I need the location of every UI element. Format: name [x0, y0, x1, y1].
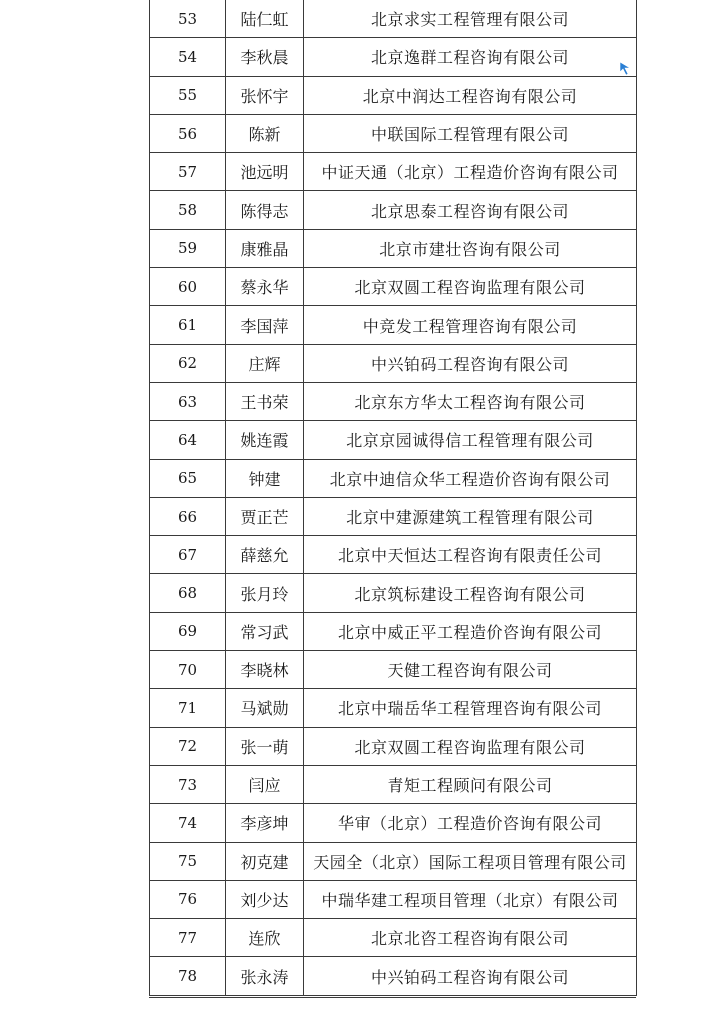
table-row [150, 191, 637, 229]
row-number: 66 [150, 497, 226, 535]
person-name: 李国萍 [226, 306, 304, 344]
table-row [150, 574, 637, 612]
company-name: 北京中润达工程咨询有限公司 [304, 76, 637, 114]
person-name: 陆仁虹 [226, 0, 304, 38]
person-name: 张一萌 [226, 727, 304, 765]
table-row [150, 344, 637, 382]
company-name: 北京双圆工程咨询监理有限公司 [304, 727, 637, 765]
person-name: 张月玲 [226, 574, 304, 612]
table-row [150, 114, 637, 152]
company-name: 北京中天恒达工程咨询有限责任公司 [304, 536, 637, 574]
person-name: 初克建 [226, 842, 304, 880]
company-name: 中兴铂码工程咨询有限公司 [304, 344, 637, 382]
row-number: 71 [150, 689, 226, 727]
row-number: 68 [150, 574, 226, 612]
row-number: 65 [150, 459, 226, 497]
company-name: 北京中建源建筑工程管理有限公司 [304, 497, 637, 535]
table-row [150, 536, 637, 574]
person-name: 池远明 [226, 153, 304, 191]
company-name: 中兴铂码工程咨询有限公司 [304, 957, 637, 995]
table-row [150, 382, 637, 420]
person-name: 薛慈允 [226, 536, 304, 574]
person-name: 王书荣 [226, 382, 304, 420]
table-row [150, 651, 637, 689]
person-name: 连欣 [226, 919, 304, 957]
company-name: 北京市建壮咨询有限公司 [304, 229, 637, 267]
person-name: 陈新 [226, 114, 304, 152]
person-name: 张怀宇 [226, 76, 304, 114]
company-name: 天健工程咨询有限公司 [304, 651, 637, 689]
company-name: 北京思泰工程咨询有限公司 [304, 191, 637, 229]
row-number: 78 [150, 957, 226, 995]
row-number: 76 [150, 880, 226, 918]
table-row [150, 268, 637, 306]
row-number: 67 [150, 536, 226, 574]
roster-table-body [150, 0, 637, 995]
person-name: 李晓林 [226, 651, 304, 689]
table-row [150, 919, 637, 957]
person-name: 蔡永华 [226, 268, 304, 306]
company-name: 中瑞华建工程项目管理（北京）有限公司 [304, 880, 637, 918]
row-number: 54 [150, 38, 226, 76]
table-row [150, 0, 637, 38]
company-name: 天园全（北京）国际工程项目管理有限公司 [304, 842, 637, 880]
company-name: 北京中瑞岳华工程管理咨询有限公司 [304, 689, 637, 727]
person-name: 张永涛 [226, 957, 304, 995]
row-number: 53 [150, 0, 226, 38]
company-name: 北京筑标建设工程咨询有限公司 [304, 574, 637, 612]
company-name: 北京逸群工程咨询有限公司 [304, 38, 637, 76]
person-name: 钟建 [226, 459, 304, 497]
table-row [150, 421, 637, 459]
table-row [150, 612, 637, 650]
row-number: 77 [150, 919, 226, 957]
person-name: 康雅晶 [226, 229, 304, 267]
row-number: 75 [150, 842, 226, 880]
row-number: 63 [150, 382, 226, 420]
table-row [150, 727, 637, 765]
table-row [150, 459, 637, 497]
person-name: 常习武 [226, 612, 304, 650]
row-number: 72 [150, 727, 226, 765]
company-name: 中竞发工程管理咨询有限公司 [304, 306, 637, 344]
table-row [150, 804, 637, 842]
company-name: 北京双圆工程咨询监理有限公司 [304, 268, 637, 306]
row-number: 62 [150, 344, 226, 382]
company-name: 青矩工程顾问有限公司 [304, 765, 637, 803]
table-row [150, 38, 637, 76]
table-row [150, 765, 637, 803]
row-number: 59 [150, 229, 226, 267]
company-name: 北京东方华太工程咨询有限公司 [304, 382, 637, 420]
table-row [150, 842, 637, 880]
table-row [150, 689, 637, 727]
person-name: 陈得志 [226, 191, 304, 229]
row-number: 64 [150, 421, 226, 459]
person-name: 刘少达 [226, 880, 304, 918]
person-name: 闫应 [226, 765, 304, 803]
person-name: 李秋晨 [226, 38, 304, 76]
company-name: 华审（北京）工程造价咨询有限公司 [304, 804, 637, 842]
row-number: 74 [150, 804, 226, 842]
person-name: 庄辉 [226, 344, 304, 382]
row-number: 58 [150, 191, 226, 229]
person-name: 贾正芒 [226, 497, 304, 535]
row-number: 69 [150, 612, 226, 650]
company-name: 中联国际工程管理有限公司 [304, 114, 637, 152]
row-number: 55 [150, 76, 226, 114]
row-number: 73 [150, 765, 226, 803]
company-name: 中证天通（北京）工程造价咨询有限公司 [304, 153, 637, 191]
row-number: 61 [150, 306, 226, 344]
table-row [150, 76, 637, 114]
row-number: 70 [150, 651, 226, 689]
person-name: 李彦坤 [226, 804, 304, 842]
table-row [150, 957, 637, 995]
roster-table-container [149, 0, 636, 996]
row-number: 57 [150, 153, 226, 191]
company-name: 北京求实工程管理有限公司 [304, 0, 637, 38]
company-name: 北京中迪信众华工程造价咨询有限公司 [304, 459, 637, 497]
roster-table [149, 0, 637, 996]
company-name: 北京京园诚得信工程管理有限公司 [304, 421, 637, 459]
table-row [150, 497, 637, 535]
table-row [150, 880, 637, 918]
person-name: 马斌勋 [226, 689, 304, 727]
company-name: 北京中威正平工程造价咨询有限公司 [304, 612, 637, 650]
row-number: 60 [150, 268, 226, 306]
person-name: 姚连霞 [226, 421, 304, 459]
table-row [150, 229, 637, 267]
arrow-cursor-icon [618, 60, 638, 80]
row-number: 56 [150, 114, 226, 152]
table-row [150, 306, 637, 344]
company-name: 北京北咨工程咨询有限公司 [304, 919, 637, 957]
table-row [150, 153, 637, 191]
table-bottom-border [149, 997, 636, 998]
